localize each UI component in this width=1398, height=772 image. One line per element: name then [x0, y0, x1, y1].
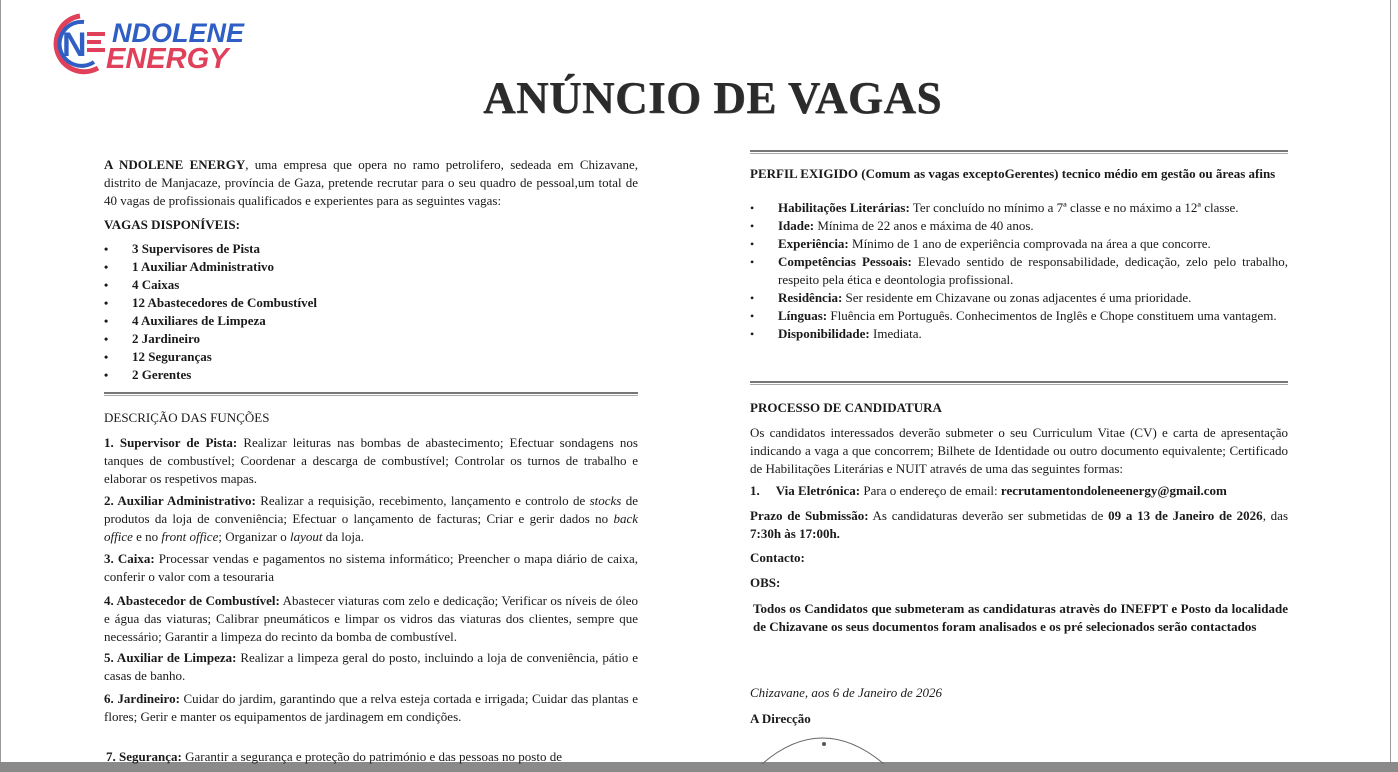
prazo-submissao	[750, 507, 1288, 543]
stamp-icon	[760, 730, 900, 764]
funcao-2	[104, 492, 638, 546]
text-segment: Competências Pessoais:	[778, 254, 912, 269]
funcao-1	[104, 434, 638, 488]
text-segment: Ter concluído no mínimo a 7ª classe e no máximo a 12ª classe.	[909, 200, 1239, 215]
perfil-item	[750, 289, 1288, 307]
text-segment: Os candidatos interessados deverão submeter o seu Curriculum Vitae (CV) e carta de apresentação indicando a vaga a que concorrem; Bilhete de Identidade ou outro documento equivalente; Certificado de Habilitações Literárias e NUIT através de uma das seguintes formas:	[750, 425, 1288, 476]
text-segment: Realizar a limpeza geral do posto, incluindo a loja de conveniência, pátio e casas de banho.	[104, 650, 638, 683]
text-segment: Elevado sentido de responsabilidade, dedicação, zelo pelo trabalho, respeito pela ética e deontologia profissional.	[778, 254, 1288, 287]
funcao-5	[104, 649, 638, 685]
vaga-item: • 2 Gerentes	[104, 366, 638, 384]
text-segment: de produtos da loja de conveniência; Efectuar o lançamento de facturas; Criar e gerir dados no	[104, 493, 638, 526]
text-segment: da loja.	[322, 529, 364, 544]
funcao-7	[106, 748, 640, 766]
vaga-item: • 4 Caixas	[104, 276, 638, 294]
funcao-4	[104, 592, 638, 646]
text-segment: 1. Supervisor de Pista:	[104, 435, 238, 450]
svg-text:NDOLENE: NDOLENE	[112, 18, 245, 48]
text-segment: 5. Auxiliar de Limpeza:	[104, 650, 237, 665]
text-segment: 1. Via Eletrónica:	[750, 483, 861, 498]
text-segment: stocks	[589, 493, 622, 508]
text-segment: ; Organizar o	[218, 529, 290, 544]
text-segment: Cuidar do jardim, garantindo que a relva esteja cortada e irrigada; Cuidar das plantas e flores; Gerir e manter os equipamentos de jardinagem em condições.	[104, 691, 638, 724]
text-segment: Prazo de Submissão:	[750, 508, 869, 523]
text-segment: layout	[289, 529, 323, 544]
vaga-item: • 1 Auxiliar Administrativo	[104, 258, 638, 276]
contacto-label: Contacto:	[750, 550, 805, 565]
text-segment: Idade:	[778, 218, 815, 233]
obs-label: OBS:	[750, 575, 781, 590]
text-segment: A NDOLENE ENERGY	[104, 157, 246, 172]
text-segment: Residência:	[778, 290, 843, 305]
text-segment: 09 a 13 de Janeiro de 2026	[1108, 508, 1263, 523]
text-segment: 3. Caixa:	[104, 551, 155, 566]
text-segment: recrutamentondoleneenergy@gmail.com	[1000, 483, 1227, 498]
intro-paragraph	[104, 156, 638, 210]
perfil-heading: PERFIL EXIGIDO (Comum as vagas exceptoGerentes) tecnico médio em gestão ou ãreas afins	[750, 166, 1276, 181]
date-line: Chizavane, aos 6 de Janeiro de 2026	[750, 685, 942, 700]
funcao-3	[104, 550, 638, 586]
vagas-heading: VAGAS DISPONÍVEIS:	[104, 217, 240, 232]
page-border-right	[1390, 0, 1391, 762]
text-segment: Realizar leituras nas bombas de abastecimento; Efectuar sondagens nos tanques de combustível; Coordenar a descarga de combustível; Controlar os turnos de trabalho e elaborar os respetivos mapas.	[104, 435, 638, 486]
vaga-item: • 12 Seguranças	[104, 348, 638, 366]
text-segment: 2. Auxiliar Administrativo:	[104, 493, 256, 508]
page-title: ANÚNCIO DE VAGAS	[483, 73, 942, 123]
perfil-item	[750, 235, 1288, 253]
via-eletronica	[750, 482, 1288, 500]
processo-heading: PROCESSO DE CANDIDATURA	[750, 400, 942, 415]
text-segment: As candidaturas deverão ser submetidas de	[868, 508, 1109, 523]
svg-text:N: N	[62, 26, 87, 64]
text-segment: Mínima de 22 anos e máxima de 40 anos.	[814, 218, 1034, 233]
vaga-item: • 4 Auxiliares de Limpeza	[104, 312, 638, 330]
text-segment: e no	[132, 529, 162, 544]
perfil-item	[750, 217, 1288, 235]
text-segment: front office	[161, 529, 219, 544]
text-segment: , uma empresa que opera no ramo petrolifero, sedeada em Chizavane, distrito de Manjacaze, província de Gaza, pretende recrutar para o seu quadro de pessoal,um total de 40 vagas de profissionais qualificados e experientes para as seguintes vagas:	[104, 157, 639, 208]
vaga-item: • 3 Supervisores de Pista	[104, 240, 638, 258]
vaga-item: • 12 Abastecedores de Combustível	[104, 294, 638, 312]
processo-paragraph	[750, 424, 1288, 478]
page-border-left	[0, 0, 1, 762]
text-segment: Habilitações Literárias:	[778, 200, 910, 215]
company-logo	[40, 8, 320, 78]
text-segment: Ser residente em Chizavane ou zonas adjacentes é uma prioridade.	[842, 290, 1192, 305]
text-segment: Disponibilidade:	[778, 326, 870, 341]
perfil-item	[750, 325, 1288, 343]
perfil-item	[750, 307, 1288, 325]
text-segment: Línguas:	[778, 308, 828, 323]
text-segment: Experiência:	[778, 236, 849, 251]
funcao-6	[104, 690, 638, 726]
svg-text:ENERGY: ENERGY	[106, 43, 229, 75]
vagas-list	[104, 240, 638, 384]
divider	[750, 381, 1288, 385]
perfil-list	[750, 199, 1288, 343]
text-segment: back office	[104, 511, 638, 544]
text-segment: Realizar a requisição, recebimento, lançamento e controlo de	[255, 493, 590, 508]
text-segment: Para o endereço de email:	[860, 483, 1001, 498]
text-segment: 4. Abastecedor de Combustível:	[104, 593, 280, 608]
text-segment: 7. Segurança:	[106, 749, 182, 764]
text-segment: Garantir a segurança e proteção do património e das pessoas no posto de	[181, 749, 562, 764]
perfil-item	[750, 253, 1288, 289]
divider	[750, 150, 1288, 154]
perfil-item	[750, 199, 1288, 217]
text-segment: 6. Jardineiro:	[104, 691, 180, 706]
text-segment: 7:30h às 17:00h.	[750, 526, 840, 541]
text-segment: Imediata.	[869, 326, 922, 341]
obs-text: Todos os Candidatos que submeteram as candidaturas atravès do INEFPT e Posto da localidade de Chizavane os seus documentos foram analisados e os pré selecionados serão contactados	[753, 601, 1288, 634]
descricao-heading: DESCRIÇÃO DAS FUNÇÕES	[104, 410, 270, 425]
text-segment: , das	[1262, 508, 1288, 523]
text-segment: Abastecer viaturas com zelo e dedicação; Verificar os níveis de óleo e água das viaturas; Calibrar pneumáticos e limpar os vidros das viaturas dos clientes, sempre que necessário; Garantir a limpeza do recinto da bomba de combustível.	[104, 593, 638, 644]
vaga-item: • 2 Jardineiro	[104, 330, 638, 348]
divider	[104, 392, 638, 396]
text-segment: Mínimo de 1 ano de experiência comprovada na área a que concorre.	[848, 236, 1211, 251]
signature-label: A Direcção	[750, 711, 811, 726]
text-segment: Processar vendas e pagamentos no sistema informático; Preencher o mapa diário de caixa, conferir o valor com a tesouraria	[104, 551, 638, 584]
text-segment: Fluência em Português. Conhecimentos de Inglês e Chope constituem uma vantagem.	[827, 308, 1277, 323]
